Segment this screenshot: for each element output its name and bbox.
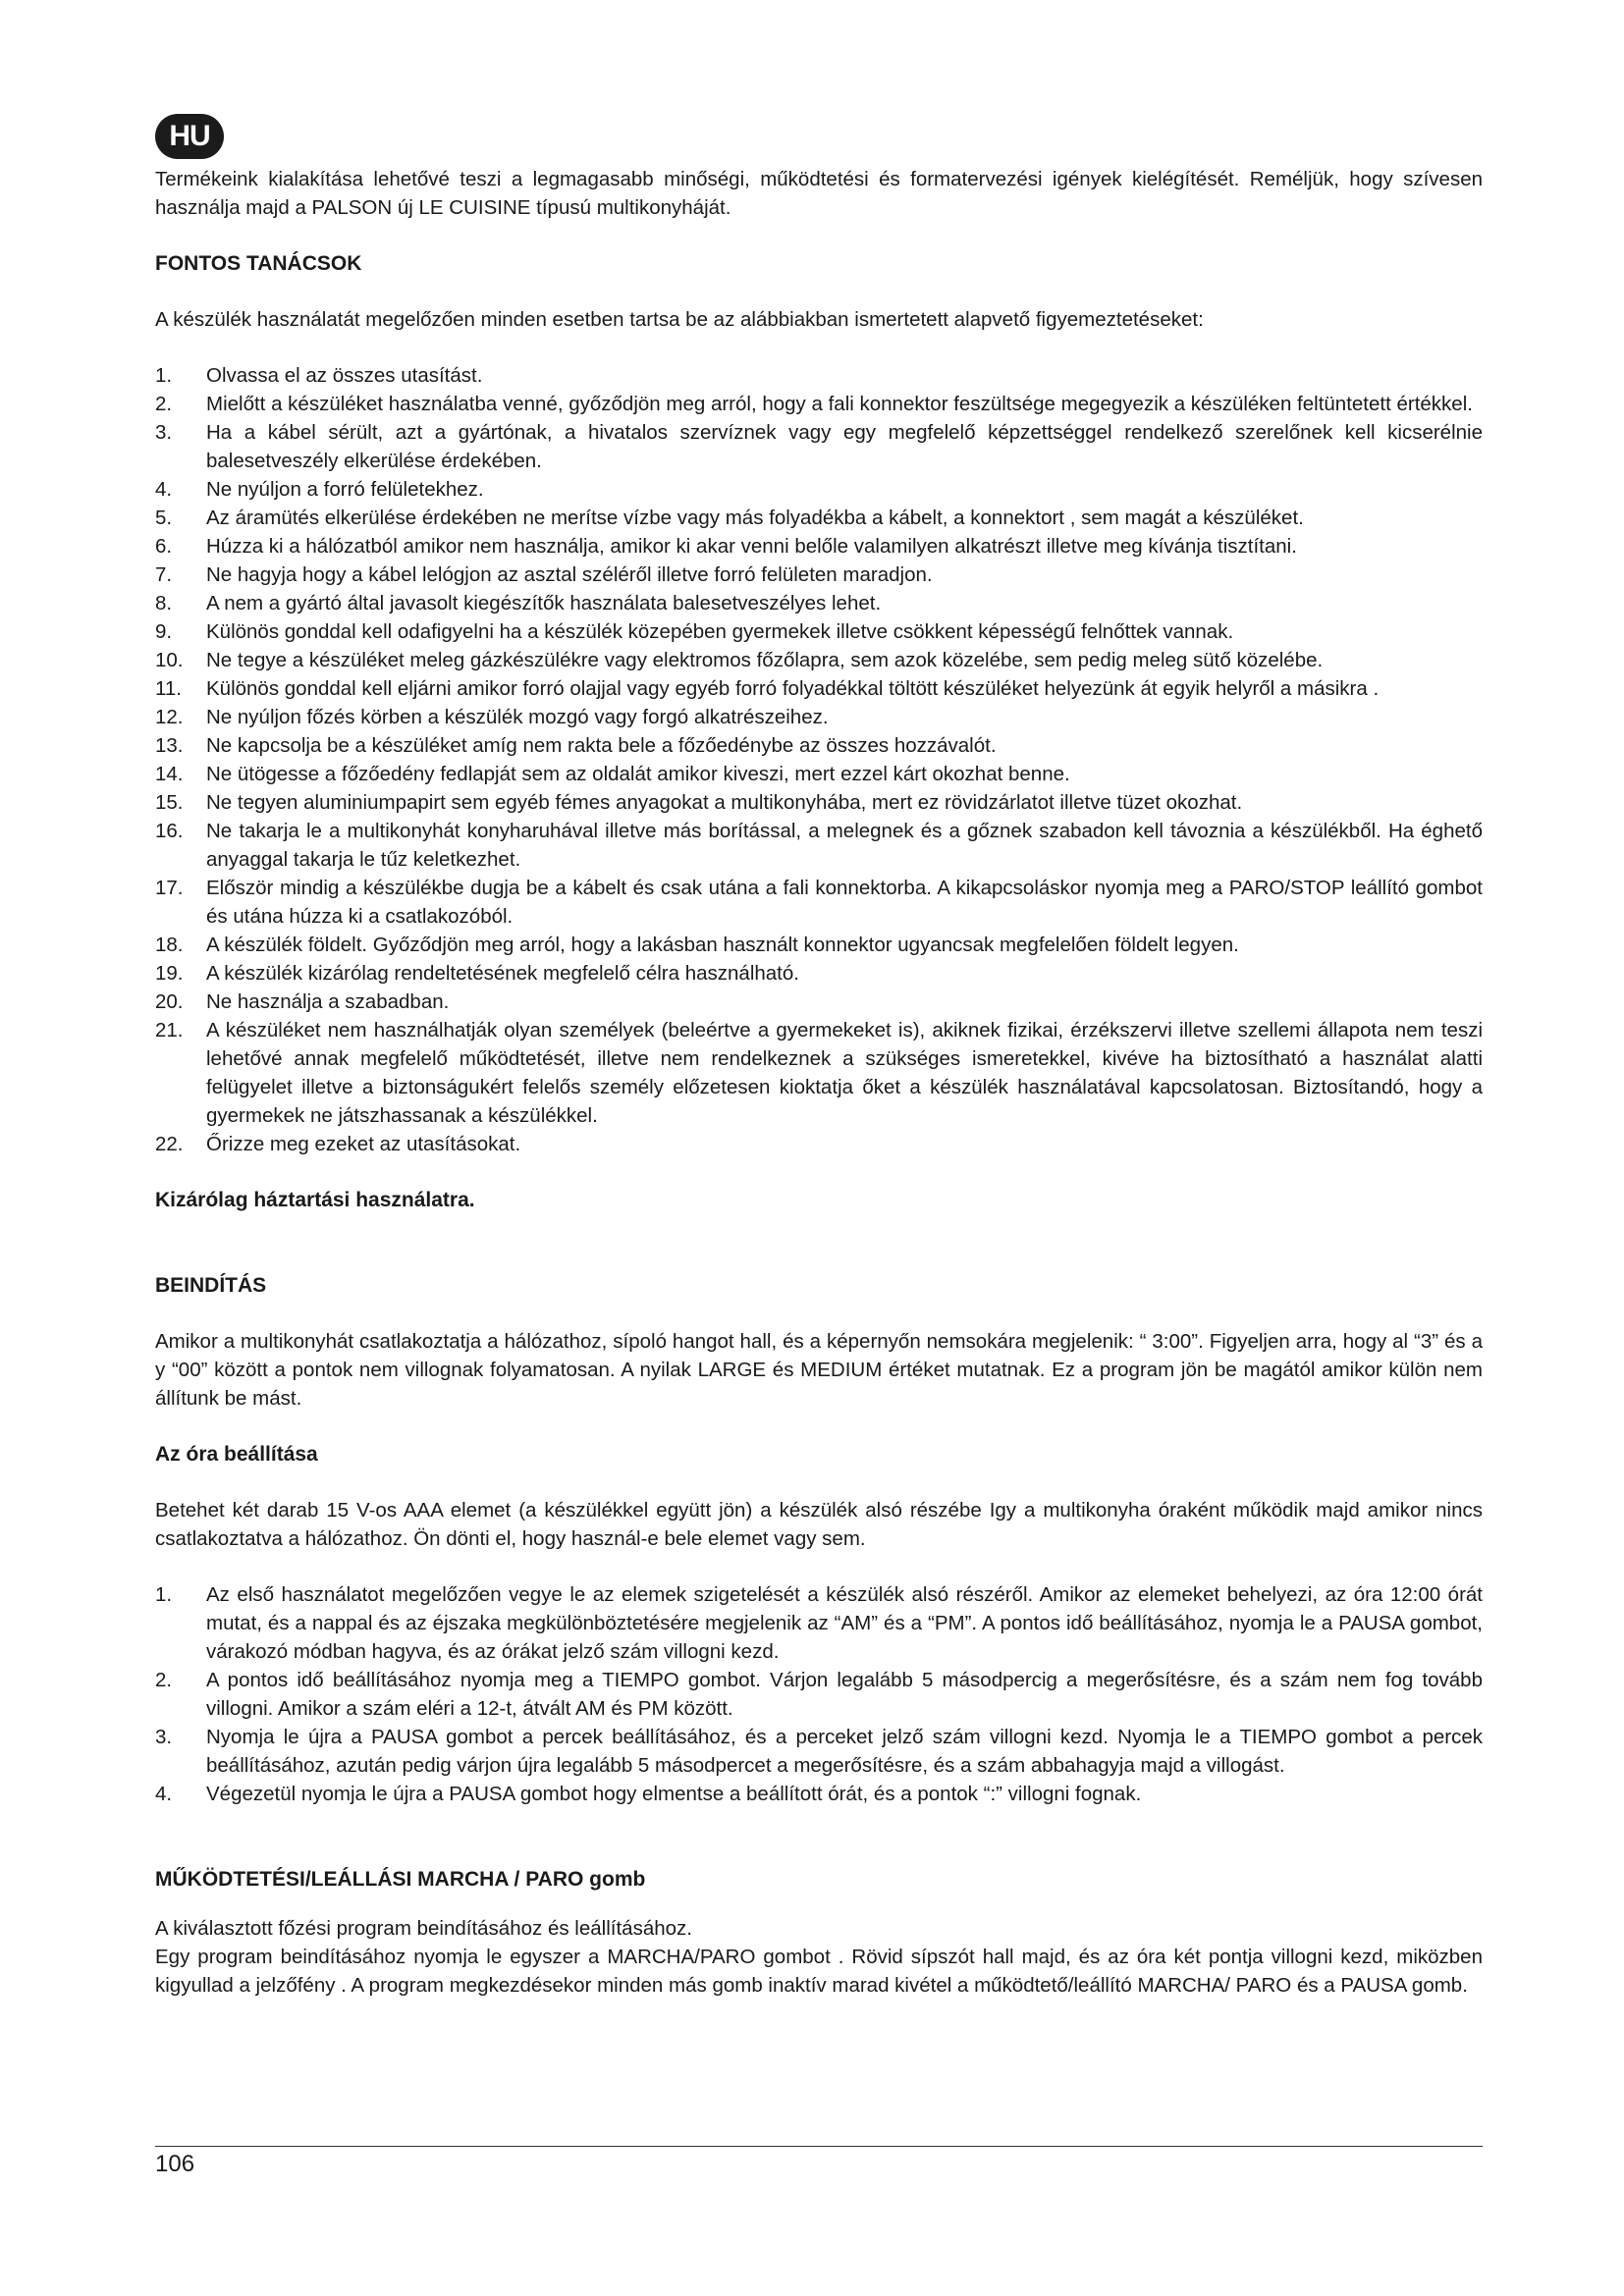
list-item: 2. A pontos idő beállításához nyomja meg a TIEMPO gombot. Várjon legalább 5 másodpercig a megerősítésre, és a szám nem fog tovább villogni. Amikor a szám eléri a 12-t, átvált AM és PM között. (155, 1669, 1483, 1720)
onoff-line-2: Egy program beindításához nyomja le egyszer a MARCHA/PARO gombot . Rövid sípszót hall majd, és az óra két pontja villogni kezd, miközben kigyullad a jelzőfény . A program megkezdésekor minden más gomb inaktív marad kivétel a működtető/leállító MARCHA/ PARO és a PAUSA gomb. (155, 1946, 1483, 1997)
list-item: 11. Különös gonddal kell eljárni amikor forró olajjal vagy egyéb forró folyadékkal töltött készüléket helyezünk át egyik helyről a másikra . (155, 677, 1380, 700)
start-heading: BEINDÍTÁS (155, 1274, 267, 1297)
list-item: 7. Ne hagyja hogy a kábel lelógjon az asztal széléről illetve forró felületen maradjon. (155, 563, 933, 586)
list-item: 13. Ne kapcsolja be a készüléket amíg nem rakta bele a főzőedénybe az összes hozzávalót. (155, 734, 997, 757)
list-item: 12. Ne nyúljon főzés körben a készülék mozgó vagy forgó alkatrészeihez. (155, 706, 829, 728)
list-item: 3. Nyomja le újra a PAUSA gombot a percek beállításához, és a perceket jelző szám villogni kezd. Nyomja le a TIEMPO gombot a percek beállításához, azután pedig várjon újra legalább 5 másodpercet a megerősítésre, és a szám abbahagyja majd a villogást. (155, 1726, 1483, 1777)
list-item: 3. Ha a kábel sérült, azt a gyártónak, a hivatalos szervíznek vagy egy megfelelő képzettséggel rendelkező szerelőnek kell kicserélnie balesetveszély elkerülése érdekében. (155, 421, 1483, 472)
list-item: 10. Ne tegye a készüléket meleg gázkészülékre vagy elektromos főzőlapra, sem azok közelébe, sem pedig meleg sütő közelébe. (155, 649, 1324, 671)
onoff-heading: MŰKÖDTETÉSI/LEÁLLÁSI MARCHA / PARO gomb (155, 1868, 646, 1891)
list-item: 14. Ne ütögesse a főzőedény fedlapját sem az oldalát amikor kiveszi, mert ezzel kárt okozhat benne. (155, 763, 1070, 785)
page-footer (155, 2146, 1483, 2178)
clock-paragraph: Betehet két darab 15 V-os AAA elemet (a készülékkel együtt jön) a készülék alsó részébe Igy a multikonyha óraként működik majd amikor nincs csatlakoztatva a hálózathoz. Ön dönti el, hogy használ-e bele elemet vagy sem. (155, 1499, 1483, 1550)
clock-heading: Az óra beállítása (155, 1443, 318, 1466)
list-item: 20. Ne használja a szabadban. (155, 990, 450, 1013)
safety-heading: FONTOS TANÁCSOK (155, 252, 362, 275)
list-item: 8. A nem a gyártó által javasolt kiegészítők használata balesetveszélyes lehet. (155, 592, 882, 614)
list-item: 15. Ne tegyen aluminiumpapirt sem egyéb fémes anyagokat a multikonyhába, mert ez rövidzárlatot illetve tüzet okozhat. (155, 791, 1243, 814)
onoff-line-1: A kiválasztott főzési program beindításához és leállításához. (155, 1917, 692, 1940)
safety-list (155, 361, 1483, 1158)
list-item: 9. Különös gonddal kell odafigyelni ha a készülék közepében gyermekek illetve csökkent képességű felnőttek vannak. (155, 620, 1234, 643)
list-item: 16. Ne takarja le a multikonyhát konyharuhával illetve más borítással, a melegnek és a gőznek szabadon kell távoznia a készülékből. Ha éghető anyaggal takarja le tűz keletkezhet. (155, 820, 1483, 871)
language-badge: HU (155, 114, 224, 159)
list-item: 6. Húzza ki a hálózatból amikor nem használja, amikor ki akar venni belőle valamilyen alkatrészt illetve meg kívánja tisztítani. (155, 535, 1297, 558)
footer-divider (155, 2146, 1483, 2147)
list-item: 4. Ne nyúljon a forró felületekhez. (155, 478, 484, 501)
list-item: 5. Az áramütés elkerülése érdekében ne merítse vízbe vagy más folyadékba a kábelt, a konnektort , sem magát a készüléket. (155, 507, 1304, 529)
list-item: 22. Őrizze meg ezeket az utasításokat. (155, 1133, 521, 1155)
list-item: 21. A készüléket nem használhatják olyan személyek (beleértve a gyermekeket is), akiknek fizikai, érzékszervi illetve szellemi állapota nem teszi lehetővé annak megfelelő működtetését, illetve nem rendelkeznek a szükséges ismeretekkel, kivéve ha biztosítható a használat alatti felügyelet illetve a biztonságukért felelős személy előzetesen kioktatja őket a készülék használatával kapcsolatosan. Biztosítandó, hogy a gyermekek ne játszhassanak a készülékkel. (155, 1019, 1483, 1127)
safety-lead: A készülék használatát megelőzően minden esetben tartsa be az alábbiakban ismertetett alapvető figyemeztetéseket: (155, 308, 1204, 331)
list-item: 4. Végezetül nyomja le újra a PAUSA gombot hogy elmentse a beállított órát, és a pontok “:” villogni fognak. (155, 1783, 1142, 1805)
page-number: 106 (155, 2151, 195, 2177)
list-item: 19. A készülék kizárólag rendeltetésének megfelelő célra használható. (155, 962, 799, 985)
list-item: 1. Az első használatot megelőzően vegye le az elemek szigetelését a készülék alsó részéről. Amikor az elemeket behelyezi, az óra 12:00 órát mutat, és a nappal és az éjszaka megkülönböztetésére megjelenik az “AM” és a “PM”. A pontos idő beállításához, nyomja le a PAUSA gombot, várakozó módban hagyva, és az órákat jelző szám villogni kezd. (155, 1583, 1483, 1663)
list-item: 17. Először mindig a készülékbe dugja be a kábelt és csak utána a fali konnektorba. A kikapcsoláskor nyomja meg a PARO/STOP leállító gombot és utána húzza ki a csatlakozóból. (155, 877, 1483, 928)
household-note: Kizárólag háztartási használatra. (155, 1189, 475, 1211)
document-page (155, 114, 1483, 2000)
clock-steps (155, 1580, 1483, 1808)
start-paragraph: Amikor a multikonyhát csatlakoztatja a hálózathoz, sípoló hangot hall, és a képernyőn nemsokára megjelenik: “ 3:00”. Figyeljen arra, hogy al “3” és a y “00” között a pontok nem villognak folyamatosan. A nyilak LARGE és MEDIUM értéket mutatnak. Ez a program jön be magától amikor külön nem állítunk be mást. (155, 1330, 1483, 1410)
intro-paragraph: Termékeink kialakítása lehetővé teszi a legmagasabb minőségi, működtetési és formatervezési igények kielégítését. Reméljük, hogy szívesen használja majd a PALSON új LE CUISINE típusú multikonyháját. (155, 168, 1483, 219)
list-item: 18. A készülék földelt. Győződjön meg arról, hogy a lakásban használt konnektor ugyancsak megfelelően földelt legyen. (155, 934, 1239, 956)
list-item: 2. Mielőtt a készüléket használatba venné, győződjön meg arról, hogy a fali konnektor feszültsége megegyezik a készüléken feltüntetett értékkel. (155, 393, 1473, 415)
list-item: 1. Olvassa el az összes utasítást. (155, 364, 483, 387)
